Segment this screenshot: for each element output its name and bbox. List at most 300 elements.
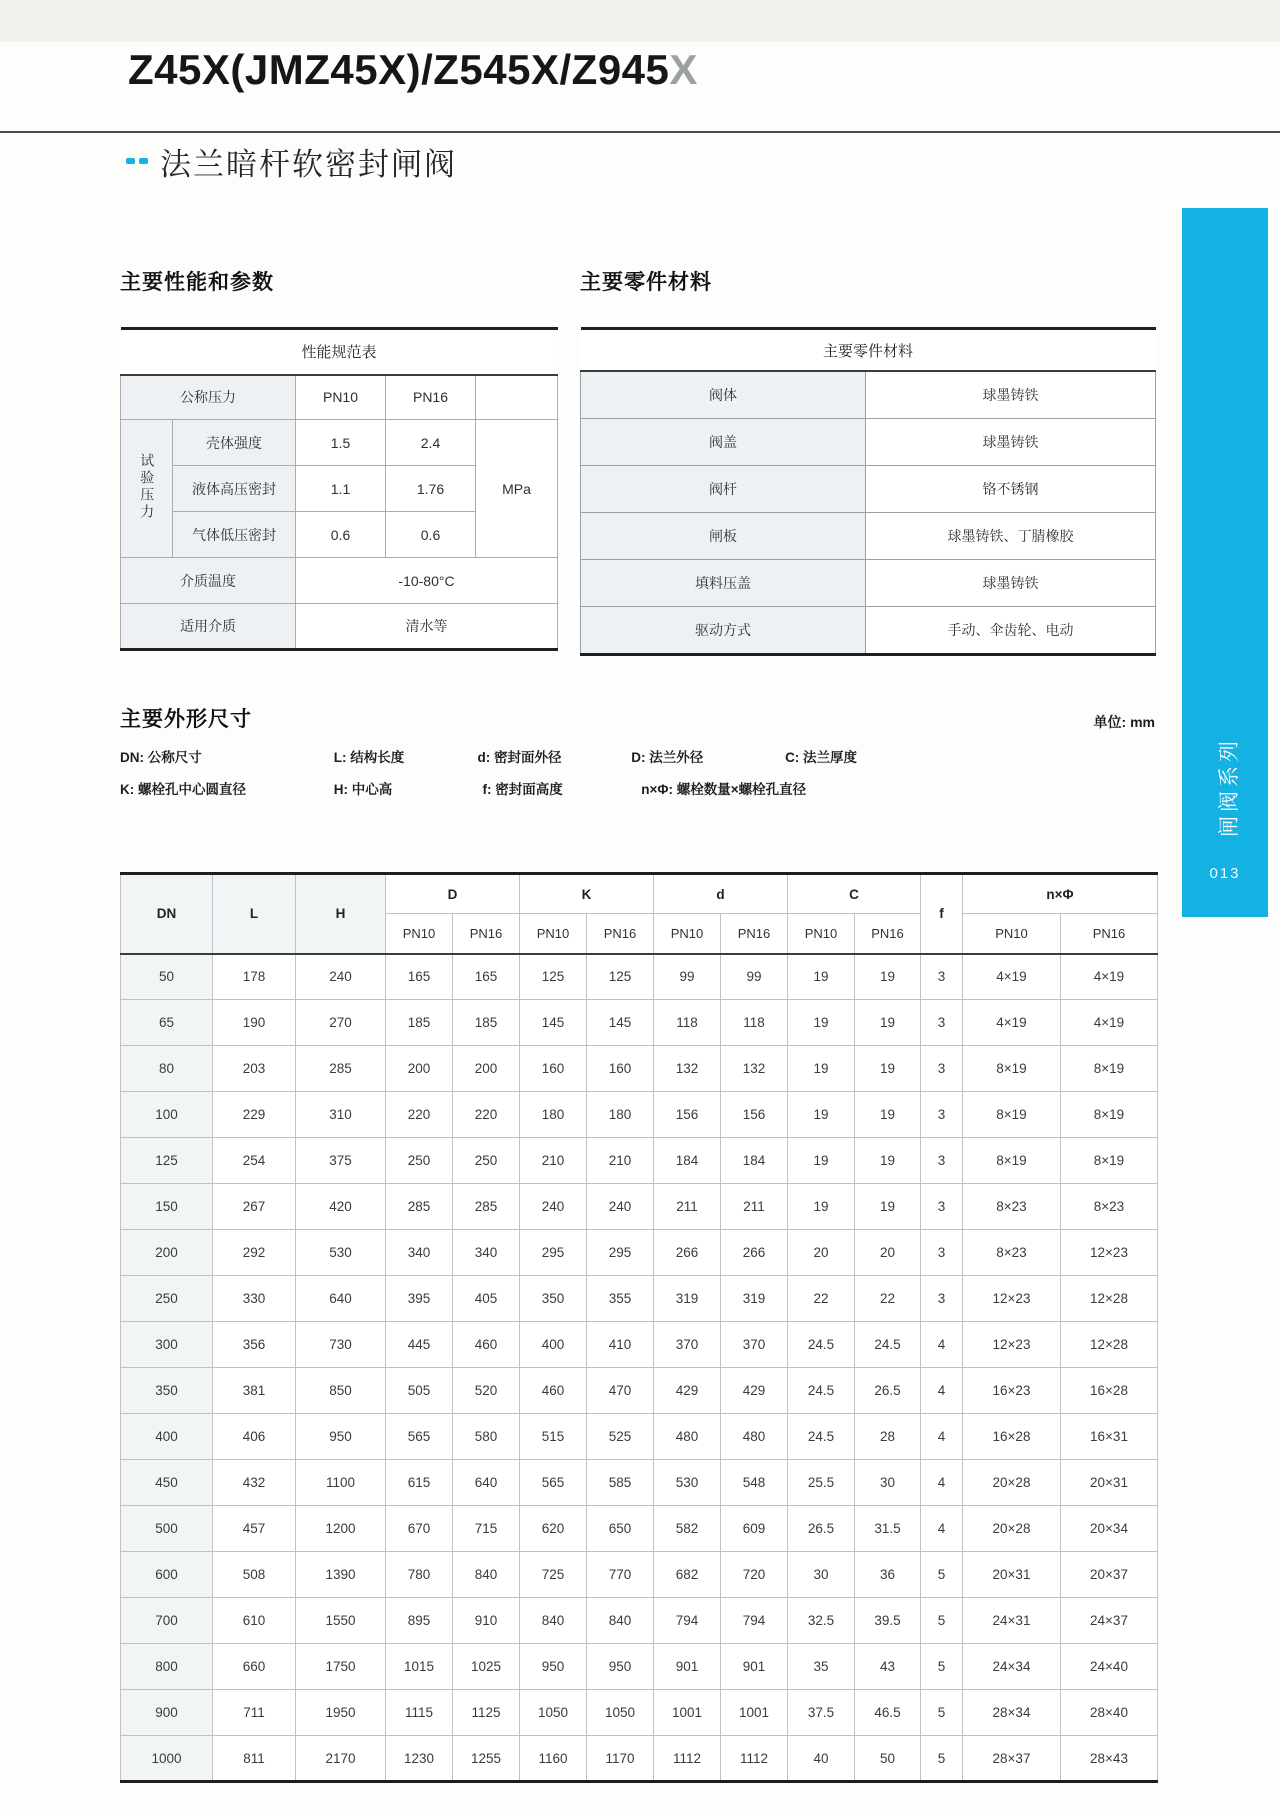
table-cell: 3 — [921, 954, 963, 1000]
table-cell: 1390 — [296, 1552, 386, 1598]
table-cell: 25.5 — [788, 1460, 855, 1506]
table-cell: 24×40 — [1061, 1644, 1158, 1690]
pn10-subheader: PN10 — [963, 914, 1061, 954]
table-cell: 20×28 — [963, 1506, 1061, 1552]
table-cell: 267 — [213, 1184, 296, 1230]
col-group-k: K — [520, 874, 654, 914]
table-row — [121, 604, 558, 650]
table-cell: 28×37 — [963, 1736, 1061, 1782]
table-cell: 505 — [386, 1368, 453, 1414]
accent-dot-icon — [126, 158, 135, 164]
empty-cell — [476, 375, 558, 420]
spec-table-caption: 性能规范表 — [121, 329, 558, 375]
table-row — [121, 1276, 1158, 1322]
table-cell: 19 — [855, 1138, 921, 1184]
table-cell: 200 — [121, 1230, 213, 1276]
legend-item: K: 螺栓孔中心圆直径 — [120, 782, 246, 797]
table-cell: 132 — [654, 1046, 721, 1092]
table-cell: 420 — [296, 1184, 386, 1230]
table-cell: 12×23 — [963, 1276, 1061, 1322]
table-cell: 340 — [453, 1230, 520, 1276]
table-cell: 548 — [721, 1460, 788, 1506]
table-cell: 480 — [721, 1414, 788, 1460]
table-cell: 1200 — [296, 1506, 386, 1552]
table-cell: 319 — [654, 1276, 721, 1322]
table-cell: 600 — [121, 1552, 213, 1598]
table-cell: 240 — [587, 1184, 654, 1230]
table-cell: 12×23 — [963, 1322, 1061, 1368]
table-cell: 429 — [654, 1368, 721, 1414]
chapter-page-number: 013 — [1209, 865, 1241, 882]
chapter-tab-label: 闸阀系列 — [1218, 737, 1241, 837]
table-cell: 1015 — [386, 1644, 453, 1690]
table-cell: 1112 — [654, 1736, 721, 1782]
table-cell: 780 — [386, 1552, 453, 1598]
table-cell: 驱动方式 — [581, 607, 866, 655]
table-cell: 118 — [721, 1000, 788, 1046]
table-row — [121, 329, 558, 375]
table-cell: 8×19 — [1061, 1092, 1158, 1138]
table-cell: 450 — [121, 1460, 213, 1506]
performance-spec-table — [120, 327, 558, 651]
table-cell: 203 — [213, 1046, 296, 1092]
table-cell: 19 — [855, 1000, 921, 1046]
page-subtitle — [126, 139, 457, 183]
table-cell: 50 — [855, 1736, 921, 1782]
table-cell: 1115 — [386, 1690, 453, 1736]
table-cell: 1050 — [520, 1690, 587, 1736]
table-cell: 150 — [121, 1184, 213, 1230]
table-cell: 24.5 — [788, 1414, 855, 1460]
table-cell: 180 — [587, 1092, 654, 1138]
table-cell: 30 — [788, 1552, 855, 1598]
table-cell: 125 — [121, 1138, 213, 1184]
table-cell: 19 — [788, 954, 855, 1000]
table-cell: 185 — [453, 1000, 520, 1046]
table-cell: 5 — [921, 1644, 963, 1690]
table-cell: 118 — [654, 1000, 721, 1046]
page-title — [128, 46, 698, 94]
table-cell: 8×23 — [1061, 1184, 1158, 1230]
table-cell: 210 — [520, 1138, 587, 1184]
table-cell: 500 — [121, 1506, 213, 1552]
table-row — [581, 419, 1156, 466]
table-cell: 406 — [213, 1414, 296, 1460]
table-cell: 900 — [121, 1690, 213, 1736]
table-cell: 295 — [520, 1230, 587, 1276]
table-cell: 球墨铸铁 — [866, 371, 1156, 419]
table-cell: 840 — [587, 1598, 654, 1644]
table-row — [581, 466, 1156, 513]
pn10-subheader: PN10 — [788, 914, 855, 954]
table-cell: 19 — [855, 1046, 921, 1092]
table-cell: 355 — [587, 1276, 654, 1322]
unit-note: 单位: mm — [1093, 714, 1155, 730]
table-row — [121, 1000, 1158, 1046]
table-cell: 640 — [296, 1276, 386, 1322]
table-cell: 24×34 — [963, 1644, 1061, 1690]
table-cell: 24.5 — [788, 1322, 855, 1368]
table-cell: 30 — [855, 1460, 921, 1506]
table-cell: 5 — [921, 1552, 963, 1598]
table-cell: 19 — [788, 1092, 855, 1138]
legend-item: d: 密封面外径 — [477, 750, 562, 765]
table-cell: 165 — [453, 954, 520, 1000]
table-cell: 457 — [213, 1506, 296, 1552]
table-cell: 895 — [386, 1598, 453, 1644]
table-cell: 515 — [520, 1414, 587, 1460]
table-cell: 球墨铸铁、丁腈橡胶 — [866, 513, 1156, 560]
table-cell: 1000 — [121, 1736, 213, 1782]
accent-dot-icon — [139, 158, 148, 164]
table-cell: 220 — [386, 1092, 453, 1138]
table-cell: 39.5 — [855, 1598, 921, 1644]
table-cell: 24×37 — [1061, 1598, 1158, 1644]
table-row — [121, 1092, 1158, 1138]
table-row — [121, 1230, 1158, 1276]
table-cell: 250 — [121, 1276, 213, 1322]
liquid-seal-label: 液体高压密封 — [173, 466, 296, 512]
table-cell: 319 — [721, 1276, 788, 1322]
pn16-subheader: PN16 — [1061, 914, 1158, 954]
table-cell: 794 — [654, 1598, 721, 1644]
table-cell: 910 — [453, 1598, 520, 1644]
table-cell: 16×31 — [1061, 1414, 1158, 1460]
table-cell: 40 — [788, 1736, 855, 1782]
table-cell: 840 — [453, 1552, 520, 1598]
dimensions-table — [120, 872, 1158, 1783]
table-cell: 4×19 — [963, 954, 1061, 1000]
legend-item: n×Φ: 螺栓数量×螺栓孔直径 — [641, 782, 807, 797]
table-cell: 12×28 — [1061, 1322, 1158, 1368]
table-cell: 211 — [654, 1184, 721, 1230]
table-cell: 211 — [721, 1184, 788, 1230]
table-cell: 480 — [654, 1414, 721, 1460]
pn10-header: PN10 — [296, 375, 386, 420]
table-cell: 840 — [520, 1598, 587, 1644]
table-cell: 682 — [654, 1552, 721, 1598]
legend-item: L: 结构长度 — [333, 750, 405, 765]
table-row — [121, 1184, 1158, 1230]
pn16-subheader: PN16 — [721, 914, 788, 954]
materials-table-caption: 主要零件材料 — [581, 329, 1156, 372]
table-row — [121, 1552, 1158, 1598]
table-cell: 445 — [386, 1322, 453, 1368]
table-row — [121, 1690, 1158, 1736]
table-cell: 32.5 — [788, 1598, 855, 1644]
table-cell: 460 — [453, 1322, 520, 1368]
col-header-h: H — [296, 874, 386, 954]
table-cell: 37.5 — [788, 1690, 855, 1736]
table-cell: 300 — [121, 1322, 213, 1368]
table-row — [121, 1506, 1158, 1552]
table-cell: 20×37 — [1061, 1552, 1158, 1598]
table-cell: 手动、伞齿轮、电动 — [866, 607, 1156, 655]
table-cell: 12×28 — [1061, 1276, 1158, 1322]
table-cell: 阀盖 — [581, 419, 866, 466]
table-cell: 292 — [213, 1230, 296, 1276]
table-cell: 28×40 — [1061, 1690, 1158, 1736]
section-title-materials: 主要零件材料 — [580, 271, 712, 294]
table-cell: 184 — [721, 1138, 788, 1184]
table-cell: 660 — [213, 1644, 296, 1690]
table-cell: 184 — [654, 1138, 721, 1184]
table-cell: 24×31 — [963, 1598, 1061, 1644]
table-cell: 1255 — [453, 1736, 520, 1782]
legend-item: f: 密封面高度 — [482, 782, 563, 797]
table-cell: 180 — [520, 1092, 587, 1138]
table-row — [121, 375, 558, 420]
table-row — [121, 1414, 1158, 1460]
table-cell: 99 — [654, 954, 721, 1000]
table-cell: 8×19 — [963, 1046, 1061, 1092]
table-row — [121, 1736, 1158, 1782]
table-cell: 铬不锈钢 — [866, 466, 1156, 513]
table-cell: 19 — [788, 1138, 855, 1184]
nominal-pressure-label: 公称压力 — [121, 375, 296, 420]
table-row — [121, 1598, 1158, 1644]
table-cell: 429 — [721, 1368, 788, 1414]
table-cell: 200 — [386, 1046, 453, 1092]
table-cell: 8×19 — [1061, 1138, 1158, 1184]
table-cell: 285 — [296, 1046, 386, 1092]
table-cell: 395 — [386, 1276, 453, 1322]
table-cell: 1.1 — [296, 466, 386, 512]
pressure-unit: MPa — [476, 420, 558, 558]
title-divider — [0, 131, 1280, 133]
table-cell: 22 — [855, 1276, 921, 1322]
table-cell: 19 — [788, 1184, 855, 1230]
table-cell: 794 — [721, 1598, 788, 1644]
table-cell: 65 — [121, 1000, 213, 1046]
table-cell: 650 — [587, 1506, 654, 1552]
table-cell: 901 — [654, 1644, 721, 1690]
table-cell: 370 — [721, 1322, 788, 1368]
table-cell: 20×31 — [1061, 1460, 1158, 1506]
table-cell: 4 — [921, 1368, 963, 1414]
table-cell: 4 — [921, 1506, 963, 1552]
table-cell: 1550 — [296, 1598, 386, 1644]
table-cell: 615 — [386, 1460, 453, 1506]
table-cell: 229 — [213, 1092, 296, 1138]
dimension-legend-line1 — [120, 746, 857, 766]
col-group-c: C — [788, 874, 921, 914]
table-cell: 2.4 — [386, 420, 476, 466]
table-cell: 球墨铸铁 — [866, 419, 1156, 466]
table-cell: 31.5 — [855, 1506, 921, 1552]
table-row — [581, 513, 1156, 560]
table-cell: 356 — [213, 1322, 296, 1368]
table-row — [581, 560, 1156, 607]
table-cell: 20 — [855, 1230, 921, 1276]
table-cell: 609 — [721, 1506, 788, 1552]
col-header-dn: DN — [121, 874, 213, 954]
table-cell: 125 — [520, 954, 587, 1000]
legend-item: D: 法兰外径 — [631, 750, 704, 765]
table-cell: 26.5 — [788, 1506, 855, 1552]
dimensions-table-body — [121, 954, 1158, 1782]
dimension-legend-line2 — [120, 778, 806, 798]
table-cell: 1025 — [453, 1644, 520, 1690]
table-cell: 26.5 — [855, 1368, 921, 1414]
table-cell: 1001 — [654, 1690, 721, 1736]
materials-table — [580, 327, 1156, 656]
table-cell: 5 — [921, 1690, 963, 1736]
table-row — [121, 1460, 1158, 1506]
table-cell: 240 — [520, 1184, 587, 1230]
medium-value: 清水等 — [296, 604, 558, 650]
table-cell: 310 — [296, 1092, 386, 1138]
table-cell: 375 — [296, 1138, 386, 1184]
legend-item: H: 中心高 — [333, 782, 393, 797]
table-cell: 266 — [654, 1230, 721, 1276]
table-cell: 0.6 — [386, 512, 476, 558]
table-cell: 19 — [855, 1092, 921, 1138]
table-cell: 582 — [654, 1506, 721, 1552]
table-cell: 80 — [121, 1046, 213, 1092]
medium-temp-label: 介质温度 — [121, 558, 296, 604]
table-cell: 1050 — [587, 1690, 654, 1736]
table-cell: 8×23 — [963, 1230, 1061, 1276]
table-cell: 22 — [788, 1276, 855, 1322]
table-cell: 178 — [213, 954, 296, 1000]
table-cell: 3 — [921, 1184, 963, 1230]
table-cell: 8×19 — [963, 1092, 1061, 1138]
table-cell: 132 — [721, 1046, 788, 1092]
table-cell: 100 — [121, 1092, 213, 1138]
gas-seal-label: 气体低压密封 — [173, 512, 296, 558]
shell-strength-label: 壳体强度 — [173, 420, 296, 466]
pn16-subheader: PN16 — [587, 914, 654, 954]
table-row — [121, 1644, 1158, 1690]
table-cell: 1112 — [721, 1736, 788, 1782]
col-group-nphi: n×Φ — [963, 874, 1158, 914]
table-cell: 950 — [520, 1644, 587, 1690]
table-cell: 2170 — [296, 1736, 386, 1782]
table-row — [121, 558, 558, 604]
table-cell: 160 — [587, 1046, 654, 1092]
table-cell: 4×19 — [1061, 1000, 1158, 1046]
table-cell: 185 — [386, 1000, 453, 1046]
section-title-performance: 主要性能和参数 — [120, 271, 274, 294]
table-cell: 35 — [788, 1644, 855, 1690]
table-cell: 1125 — [453, 1690, 520, 1736]
table-cell: 800 — [121, 1644, 213, 1690]
model-codes: Z45X(JMZ45X)/Z545X/Z945 — [128, 46, 670, 93]
table-cell: 3 — [921, 1046, 963, 1092]
table-cell: 1950 — [296, 1690, 386, 1736]
table-cell: 220 — [453, 1092, 520, 1138]
table-cell: 520 — [453, 1368, 520, 1414]
table-cell: 730 — [296, 1322, 386, 1368]
table-cell: 145 — [587, 1000, 654, 1046]
table-cell: 12×23 — [1061, 1230, 1158, 1276]
table-cell: 156 — [721, 1092, 788, 1138]
table-cell: 156 — [654, 1092, 721, 1138]
table-cell: 400 — [520, 1322, 587, 1368]
table-cell: 432 — [213, 1460, 296, 1506]
table-cell: 8×19 — [1061, 1046, 1158, 1092]
table-cell: 闸板 — [581, 513, 866, 560]
table-cell: 700 — [121, 1598, 213, 1644]
table-cell: 190 — [213, 1000, 296, 1046]
table-cell: 145 — [520, 1000, 587, 1046]
table-cell: 295 — [587, 1230, 654, 1276]
table-cell: 0.6 — [296, 512, 386, 558]
table-cell: 370 — [654, 1322, 721, 1368]
table-cell: 565 — [386, 1414, 453, 1460]
valve-name: 法兰暗杆软密封闸阀 — [160, 146, 457, 182]
col-group-d-small: d — [654, 874, 788, 914]
table-cell: 16×23 — [963, 1368, 1061, 1414]
medium-temp-value: -10-80°C — [296, 558, 558, 604]
table-cell: 8×23 — [963, 1184, 1061, 1230]
table-cell: 254 — [213, 1138, 296, 1184]
table-cell: 19 — [788, 1046, 855, 1092]
table-cell: 950 — [587, 1644, 654, 1690]
table-cell: 508 — [213, 1552, 296, 1598]
medium-label: 适用介质 — [121, 604, 296, 650]
table-row — [121, 1046, 1158, 1092]
table-row — [121, 1138, 1158, 1184]
table-cell: 270 — [296, 1000, 386, 1046]
table-cell: 725 — [520, 1552, 587, 1598]
table-cell: 3 — [921, 1092, 963, 1138]
table-cell: 620 — [520, 1506, 587, 1552]
table-cell: 770 — [587, 1552, 654, 1598]
pn10-subheader: PN10 — [654, 914, 721, 954]
table-cell: 525 — [587, 1414, 654, 1460]
legend-item: DN: 公称尺寸 — [120, 750, 202, 765]
table-cell: 350 — [520, 1276, 587, 1322]
table-cell: 28 — [855, 1414, 921, 1460]
table-cell: 4×19 — [963, 1000, 1061, 1046]
table-cell: 19 — [855, 1184, 921, 1230]
table-cell: 340 — [386, 1230, 453, 1276]
table-cell: 46.5 — [855, 1690, 921, 1736]
table-cell: 5 — [921, 1736, 963, 1782]
pn16-header: PN16 — [386, 375, 476, 420]
table-cell: 3 — [921, 1230, 963, 1276]
table-cell: 950 — [296, 1414, 386, 1460]
table-row — [121, 1368, 1158, 1414]
table-cell: 43 — [855, 1644, 921, 1690]
table-cell: 711 — [213, 1690, 296, 1736]
table-cell: 381 — [213, 1368, 296, 1414]
table-cell: 3 — [921, 1000, 963, 1046]
table-cell: 640 — [453, 1460, 520, 1506]
table-cell: 28×43 — [1061, 1736, 1158, 1782]
table-cell: 580 — [453, 1414, 520, 1460]
table-cell: 4 — [921, 1460, 963, 1506]
table-cell: 200 — [453, 1046, 520, 1092]
table-cell: 350 — [121, 1368, 213, 1414]
table-cell: 36 — [855, 1552, 921, 1598]
test-pressure-group-label: 试验压力 — [121, 420, 173, 558]
col-group-d-big: D — [386, 874, 520, 914]
table-cell: 1160 — [520, 1736, 587, 1782]
col-header-f: f — [921, 874, 963, 954]
table-cell: 715 — [453, 1506, 520, 1552]
materials-table-body — [581, 371, 1156, 655]
table-cell: 球墨铸铁 — [866, 560, 1156, 607]
table-cell: 3 — [921, 1138, 963, 1184]
table-row — [581, 371, 1156, 419]
table-cell: 24.5 — [788, 1368, 855, 1414]
table-cell: 阀体 — [581, 371, 866, 419]
table-row — [121, 420, 558, 466]
table-cell: 585 — [587, 1460, 654, 1506]
